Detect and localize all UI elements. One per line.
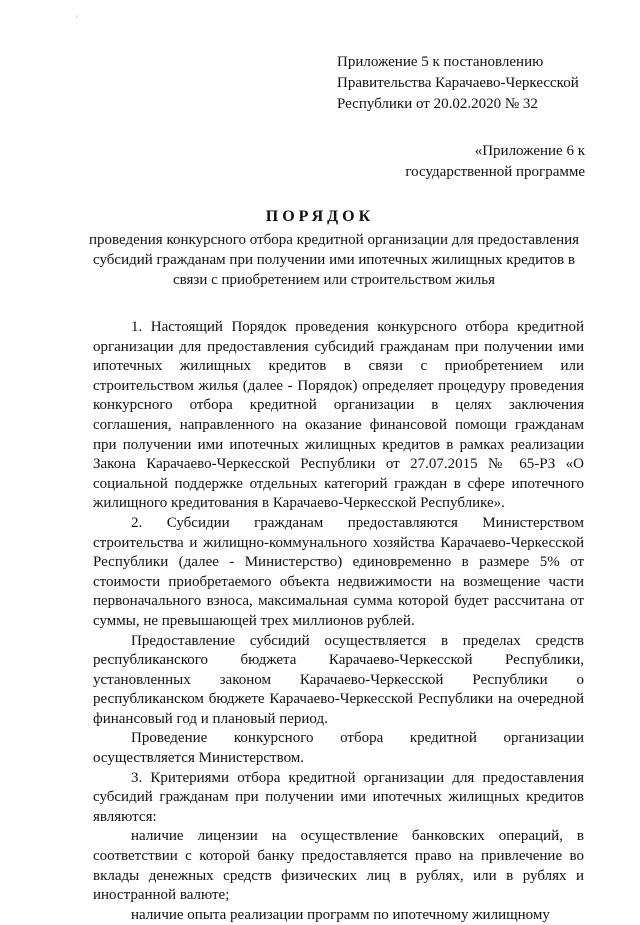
- paragraph: 1. Настоящий Порядок проведения конкурсного отбора кредитной организации для предоставления субсидий гражданам при получении ими ипотечных жилищных кредитов в связи с приобретением или строительством жилья (далее - Порядок) определяет процедуру проведения конкурсного отбора кредитной организации в целях заключения соглашения, направленного на оказание финансовой помощи гражданам при получении ими ипотечных жилищных кредитов в рамках реализации Закона Карачаево-Черкесской Республики от 27.07.2015 № 65-РЗ «О социальной поддержке отдельных категорий граждан в сфере ипотечного жилищного кредитования в Карачаево-Черкесской Республике».: [93, 319, 584, 512]
- paragraph: Предоставление субсидий осуществляется в пределах средств республиканского бюджета Карачаево-Черкесской Республики, установленных законом Карачаево-Черкесской Республики о республиканском бюджете Карачаево-Черкесской Республики на очередной финансовый год и плановый период.: [93, 632, 584, 727]
- paragraph: 3. Критериями отбора кредитной организации для предоставления субсидий гражданам при получении ими ипотечных жилищных кредитов являются:: [93, 769, 584, 825]
- paragraph: наличие лицензии на осуществление банковских операций, в соответствии с которой банку предоставляется право на привлечение во вклады денежных средств физических лиц в рублях, или в рублях и иностранной валюте;: [93, 828, 584, 904]
- appendix-line: Республики от 20.02.2020 № 32: [337, 96, 538, 112]
- program-line: «Приложение 6 к: [474, 143, 585, 159]
- paragraph: Проведение конкурсного отбора кредитной организации осуществляется Министерством.: [93, 730, 584, 767]
- document-title: ПОРЯДОК: [265, 208, 375, 225]
- appendix-reference: [337, 52, 579, 115]
- appendix-line: Приложение 5 к постановлению: [337, 54, 544, 70]
- paragraph: 2. Субсидии гражданам предоставляются Министерством строительства и жилищно-коммунального хозяйства Карачаево-Черкесской Республики (далее - Министерство) единовременно в размере 5% от стоимости приобретаемого объекта недвижимости на возмещение части первоначального взноса, максимальная сумма которой будет рассчитана от суммы, не превышающей трех миллионов рублей.: [93, 514, 584, 629]
- program-reference: [325, 141, 585, 183]
- document-subtitle: проведения конкурсного отбора кредитной организации для предоставления субсидий гражданам при получении ими ипотечных жилищных кредитов в связи с приобретением или строительством жилья: [88, 232, 580, 288]
- document-body: [93, 318, 584, 925]
- appendix-line: Правительства Карачаево-Черкесской: [337, 75, 579, 91]
- corner-mark: ': [76, 14, 78, 24]
- paragraph: наличие опыта реализации программ по ипотечному жилищному: [131, 906, 550, 923]
- program-line: государственной программе: [405, 164, 585, 180]
